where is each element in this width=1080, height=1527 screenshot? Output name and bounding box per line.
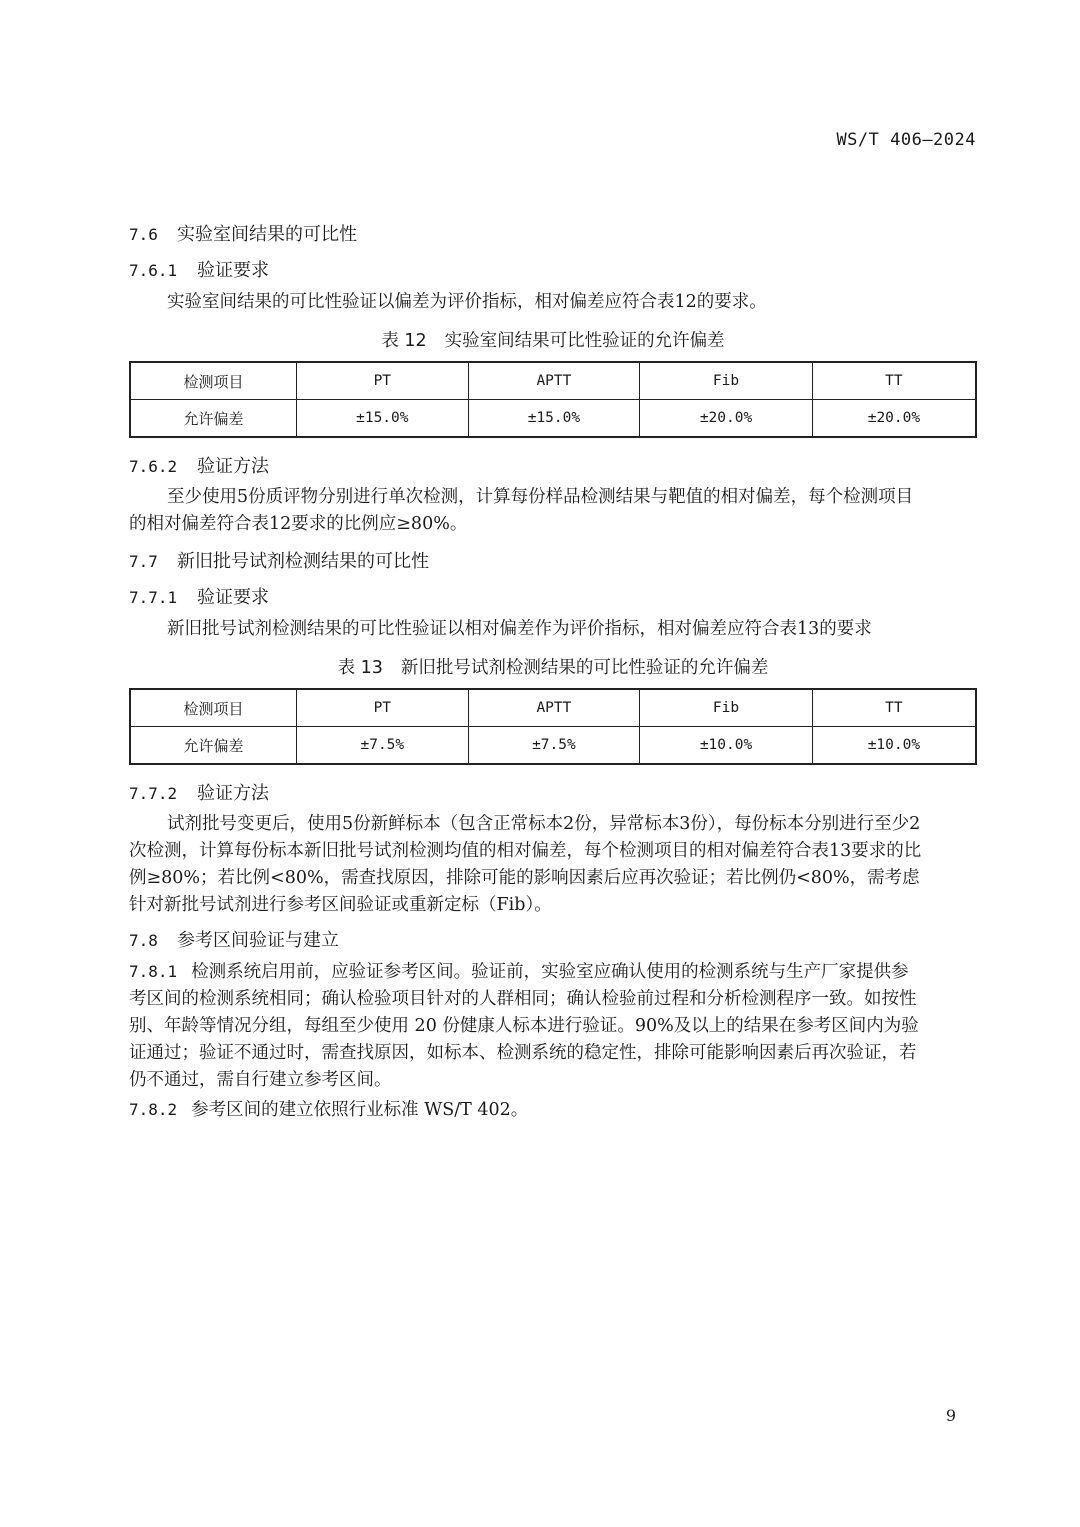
table-cell: 检测项目 [130,689,297,727]
section-heading-7-7-2 [129,779,269,805]
table-header-row [130,362,976,400]
table-cell: ±15.0% [297,400,469,438]
table-cell: 检测项目 [130,362,297,400]
section-number: 7.6.2 [129,457,178,476]
paragraph-7-6-2 [129,484,977,538]
paragraph-line: 试剂批号变更后，使用5份新鲜标本（包含正常标本2份，异常标本3份），每份标本分别进行至少2 [167,814,921,834]
standard-number: WS/T 406—2024 [836,130,976,150]
section-heading-7-7 [129,547,429,573]
table-cell: ±10.0% [640,727,813,765]
paragraph-text: 新旧批号试剂检测结果的可比性验证以相对偏差作为评价指标，相对偏差应符合表13的要求 [167,619,872,639]
table-13 [129,688,977,765]
caption-title: 实验室间结果可比性验证的允许偏差 [444,331,725,351]
table-cell: Fib [640,362,813,400]
section-number: 7.8 [129,931,158,950]
paragraph-line: 别、年龄等情况分组，每组至少使用 20 份健康人标本进行验证。90%及以上的结果在参考区间内为验 [129,1016,919,1036]
table-cell: TT [812,689,976,727]
paragraph-text: 实验室间结果的可比性验证以偏差为评价指标，相对偏差应符合表12的要求。 [167,292,767,312]
paragraph-line: 证通过；验证不通过时，需查找原因，如标本、检测系统的稳定性，排除可能影响因素后再次验证，若 [129,1043,917,1063]
caption-title: 新旧批号试剂检测结果的可比性验证的允许偏差 [400,658,769,678]
paragraph-line: 至少使用5份质评物分别进行单次检测，计算每份样品检测结果与靶值的相对偏差，每个检测项目 [167,487,914,507]
table-header-row [130,689,976,727]
paragraph-7-7-2 [129,811,977,919]
section-title: 验证方法 [197,783,269,804]
table-row [130,400,976,438]
paragraph-line: 次检测，计算每份标本新旧批号试剂检测均值的相对偏差，每个检测项目的相对偏差符合表13要求的比 [129,841,922,861]
caption-number: 表 12 [381,331,427,351]
section-title: 验证要求 [197,260,269,281]
section-heading-7-8 [129,926,339,952]
table-cell: ±7.5% [297,727,469,765]
paragraph-line: 仍不通过，需自行建立参考区间。 [129,1070,392,1090]
section-heading-7-6-2 [129,452,269,478]
section-number: 7.6 [129,225,158,244]
caption-number: 表 13 [337,658,383,678]
table-cell: 允许偏差 [130,400,297,438]
table-cell: ±10.0% [812,727,976,765]
table-cell: ±15.0% [468,400,640,438]
section-title: 参考区间验证与建立 [177,930,339,951]
table-12 [129,361,977,438]
section-title: 验证要求 [197,587,269,608]
paragraph-7-8-2 [129,1096,977,1124]
paragraph-7-7-1 [129,616,977,643]
section-number: 7.8.1 [129,962,178,981]
table-cell: PT [297,689,469,727]
table-13-caption [129,654,977,679]
section-heading-7-6 [129,220,357,246]
section-title: 验证方法 [197,456,269,477]
section-number: 7.8.2 [129,1100,178,1119]
table-cell: ±20.0% [640,400,813,438]
table-12-caption [129,327,977,352]
table-cell: ±7.5% [468,727,640,765]
table-cell: PT [297,362,469,400]
page-number: 9 [945,1406,956,1425]
table-cell: TT [812,362,976,400]
table-cell: APTT [468,689,640,727]
section-title: 实验室间结果的可比性 [177,224,357,245]
table-cell: ±20.0% [812,400,976,438]
paragraph-line: 考区间的检测系统相同；确认检验项目针对的人群相同；确认检验前过程和分析检测程序一致。如按性 [129,989,917,1009]
paragraph-line: 针对新批号试剂进行参考区间验证或重新定标（Fib）。 [129,895,552,915]
paragraph-line: 例≥80%；若比例<80%，需查找原因，排除可能的影响因素后应再次验证；若比例仍<80%，需考虑 [129,868,920,888]
table-cell: Fib [640,689,813,727]
table-cell: 允许偏差 [130,727,297,765]
table-row [130,727,976,765]
paragraph-line: 的相对偏差符合表12要求的比例应≥80%。 [129,514,468,534]
table-cell: APTT [468,362,640,400]
section-heading-7-7-1 [129,583,269,609]
section-heading-7-6-1 [129,256,269,282]
section-number: 7.6.1 [129,261,178,280]
section-title: 新旧批号试剂检测结果的可比性 [177,551,429,572]
section-number: 7.7.2 [129,784,178,803]
paragraph-7-6-1 [129,289,977,316]
paragraph-7-8-1 [129,958,977,1094]
section-number: 7.7.1 [129,588,178,607]
paragraph-line: 检测系统启用前，应验证参考区间。验证前，实验室应确认使用的检测系统与生产厂家提供参 [191,962,909,982]
section-number: 7.7 [129,552,158,571]
paragraph-text: 参考区间的建立依照行业标准 WS/T 402。 [191,1100,529,1120]
